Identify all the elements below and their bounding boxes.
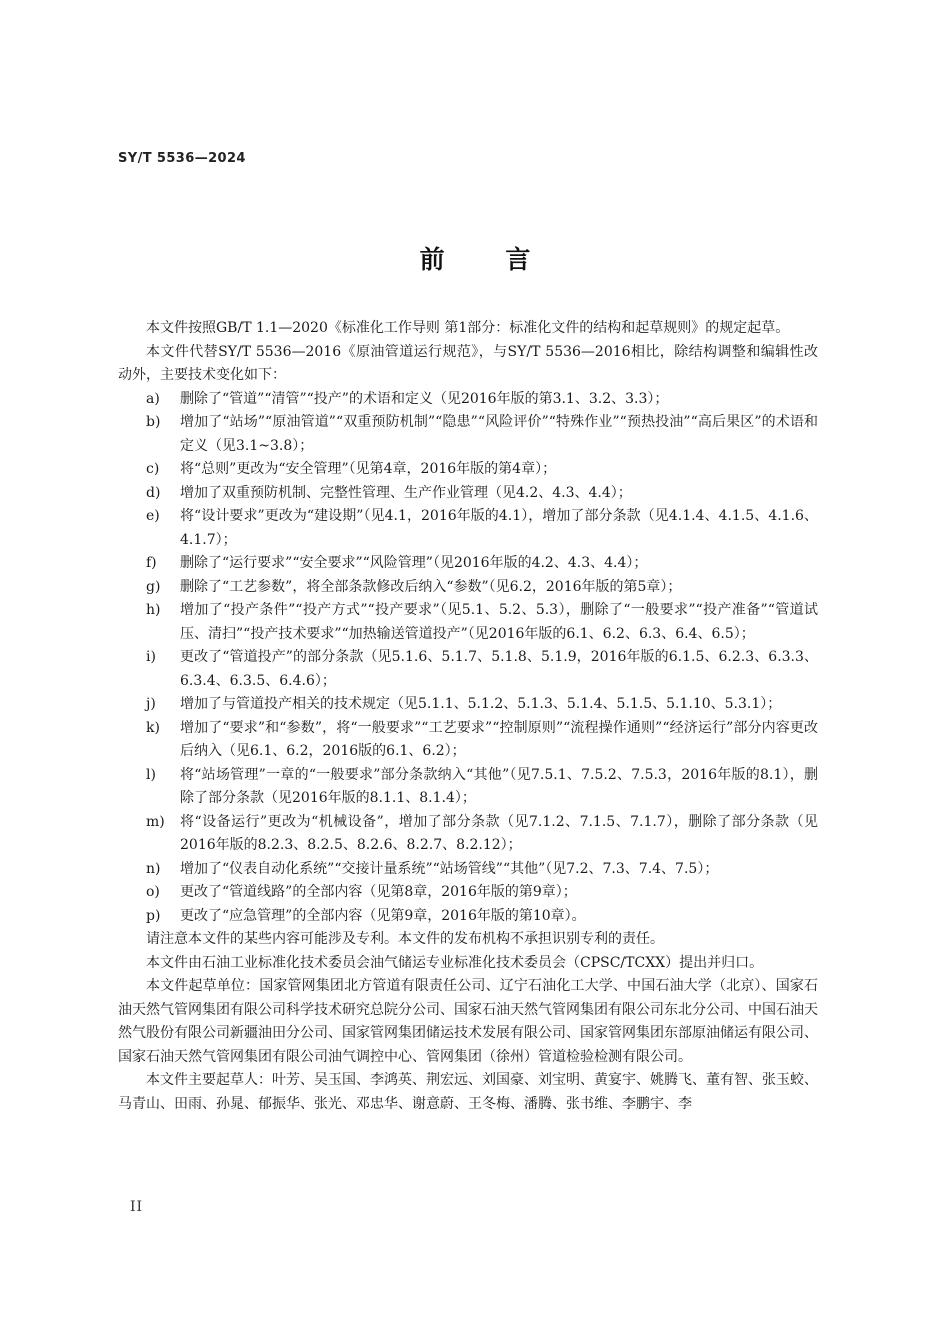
list-item: [118, 411, 818, 458]
list-text: 更改了“管道线路”的全部内容（见第8章，2016年版的第9章）；: [180, 884, 577, 900]
list-text: 增加了双重预防机制、完整性管理、生产作业管理（见4.2、4.3、4.4）；: [180, 484, 632, 501]
list-marker: b): [146, 414, 161, 430]
list-text: 将“总则”更改为“安全管理”（见第4章，2016年版的第4章）；: [180, 461, 557, 477]
list-item: [118, 905, 818, 929]
list-marker: c): [146, 461, 160, 477]
list-marker: f): [146, 555, 157, 571]
page-number: II: [130, 1199, 144, 1215]
list-item: [118, 764, 818, 811]
drafters-paragraph: 本文件主要起草人：叶芳、吴玉国、李鸿英、荆宏远、刘国豪、刘宝明、黄宴宇、姚腾飞、董有智、张玉蛟、马青山、田雨、孙晁、郁振华、张光、邓忠华、谢意蔚、王冬梅、潘腾、张书维、李鹏宇、李: [118, 1072, 818, 1112]
list-marker: m): [146, 813, 165, 830]
list-item: [118, 646, 818, 693]
list-item: [118, 482, 818, 506]
change-list: [118, 388, 818, 929]
list-text: 将“设计要求”更改为“建设期”（见4.1，2016年版的4.1），增加了部分条款（见4.1.4、4.1.5、4.1.6、4.1.7）；: [180, 508, 818, 548]
list-text: 将“设备运行”更改为“机械设备”，增加了部分条款（见7.1.2、7.1.5、7.1.7），删除了部分条款（见2016年版的8.2.3、8.2.5、8.2.6、8.2.7、8.2.12）；: [180, 813, 818, 853]
list-marker: j): [146, 696, 156, 712]
intro-paragraph: 本文件代替SY/T 5536—2016《原油管道运行规范》，与SY/T 5536—2016相比，除结构调整和编辑性改动外，主要技术变化如下：: [118, 343, 818, 383]
list-marker: k): [146, 719, 160, 736]
list-item: [118, 388, 818, 412]
list-text: 更改了“应急管理”的全部内容（见第9章，2016年版的第10章）。: [180, 907, 586, 924]
list-item: [118, 693, 818, 717]
list-text: 更改了“管道投产”的部分条款（见5.1.6、5.1.7、5.1.8、5.1.9，2016年版的6.1.5、6.2.3、6.3.3、6.3.4、6.3.5、6.4.6）；: [180, 649, 818, 689]
standard-code: SY/T 5536—2024: [118, 151, 246, 166]
list-marker: p): [146, 907, 161, 924]
drafting-units-paragraph: 本文件起草单位：国家管网集团北方管道有限责任公司、辽宁石油化工大学、中国石油大学（北京）、国家石油天然气管网集团有限公司科学技术研究总院分公司、国家石油天然气管网集团有限公司东北分公司、中国石油天然气股份有限公司新疆油田分公司、国家管网集团储运技术发展有限公司、国家管网集团东部原油储运有限公司、国家石油天然气管网集团有限公司油气调控中心、管网集团（徐州）管道检验检测有限公司。: [118, 978, 818, 1065]
list-text: 增加了与管道投产相关的技术规定（见5.1.1、5.1.2、5.1.3、5.1.4、5.1.5、5.1.10、5.3.1）；: [180, 696, 782, 712]
list-text: 增加了“投产条件”“投产方式”“投产要求”（见5.1、5.2、5.3），删除了“一般要求”“投产准备”“管道试压、清扫”“投产技术要求”“加热输送管道投产”（见2016年版的6.1、6.2、6.3、6.4、6.5）；: [180, 602, 818, 642]
intro-paragraph: 本文件按照GB/T 1.1—2020《标准化工作导则 第1部分：标准化文件的结构和起草规则》的规定起草。: [146, 320, 790, 336]
foreword-body: [118, 317, 818, 1116]
list-text: 将“站场管理”一章的“一般要求”部分条款纳入“其他”（见7.5.1、7.5.2、7.5.3，2016年版的8.1），删除了部分条款（见2016年版的8.1.1、8.1.4）；: [180, 766, 818, 806]
list-text: 删除了“运行要求”“安全要求”“风险管理”（见2016年版的4.2、4.3、4.4）；: [180, 555, 648, 571]
list-item: [118, 458, 818, 482]
list-item: [118, 881, 818, 905]
list-marker: a): [146, 390, 160, 407]
list-marker: n): [146, 860, 161, 877]
list-item: [118, 552, 818, 576]
list-item: [118, 717, 818, 764]
list-marker: i): [146, 649, 156, 665]
list-item: [118, 505, 818, 552]
patent-notice: 请注意本文件的某些内容可能涉及专利。本文件的发布机构不承担识别专利的责任。: [146, 931, 664, 947]
list-marker: h): [146, 602, 161, 618]
list-text: 增加了“站场”“原油管道”“双重预防机制”“隐患”“风险评价”“特殊作业”“预热投油”“高后果区”的术语和定义（见3.1~3.8）；: [180, 414, 818, 454]
page-title: 前 言: [419, 245, 557, 274]
list-item: [118, 858, 818, 882]
list-text: 增加了“要求”和“参数”，将“一般要求”“工艺要求”“控制原则”“流程操作通则”“经济运行”部分内容更改后纳入（见6.1、6.2，2016版的6.1、6.2）；: [180, 719, 818, 759]
list-marker: o): [146, 884, 160, 900]
list-item: [118, 811, 818, 858]
list-text: 删除了“工艺参数”，将全部条款修改后纳入“参数”（见6.2，2016年版的第5章）；: [180, 578, 682, 595]
list-item: [118, 576, 818, 600]
list-text: 增加了“仪表自动化系统”“交接计量系统”“站场管线”“其他”（见7.2、7.3、7.4、7.5）；: [180, 860, 719, 877]
list-marker: d): [146, 484, 161, 501]
list-item: [118, 599, 818, 646]
list-marker: g): [146, 578, 161, 595]
proposer-paragraph: 本文件由石油工业标准化技术委员会油气储运专业标准化技术委员会（CPSC/TCXX）提出并归口。: [146, 954, 764, 971]
list-text: 删除了“管道”“清管”“投产”的术语和定义（见2016年版的第3.1、3.2、3.3）；: [180, 390, 669, 407]
list-marker: e): [146, 508, 160, 524]
list-marker: l): [146, 766, 156, 783]
